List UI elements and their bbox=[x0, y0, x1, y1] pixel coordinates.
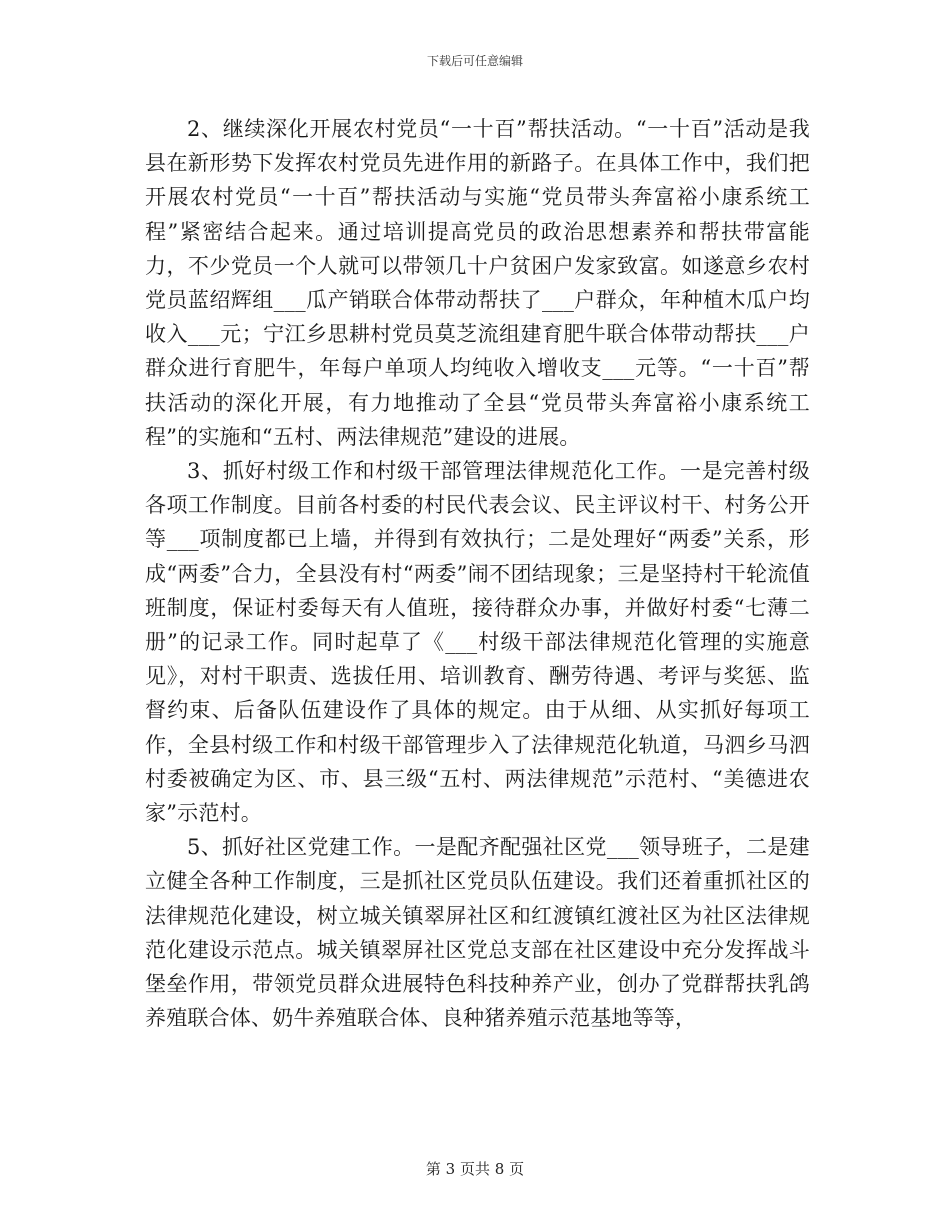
document-body bbox=[145, 112, 810, 1035]
page-header: 下载后可任意编辑 bbox=[426, 54, 523, 68]
paragraph-3: 3、抓好村级工作和村级干部管理法律规范化工作。一是完善村级各项工作制度。目前各村委的村民代表会议、民主评议村干、村务公开等___项制度都已上墙，并得到有效执行；二是处理好“两委”关系，形成“两委”合力，全县没有村“两委”闹不团结现象；三是坚持村干轮流值班制度，保证村委每天有人值班，接待群众办事，并做好村委“七薄二册”的记录工作。同时起草了《___村级干部法律规范化管理的实施意见》，对村干职责、选拔任用、培训教育、酬劳待遇、考评与奖惩、监督约束、后备队伍建设作了具体的规定。由于从细、从实抓好每项工作，全县村级工作和村级干部管理步入了法律规范化轨道，马泗乡马泗村委被确定为区、市、县三级“五村、两法律规范”示范村、“美德进农家”示范村。 bbox=[145, 459, 810, 826]
paragraph-5: 5、抓好社区党建工作。一是配齐配强社区党___领导班子，二是建立健全各种工作制度，三是抓社区党员队伍建设。我们还着重抓社区的法律规范化建设，树立城关镇翠屏社区和红渡镇红渡社区为社区法律规范化建设示范点。城关镇翠屏社区党总支部在社区建设中充分发挥战斗堡垒作用，带领党员群众进展特色科技种养产业，创办了党群帮扶乳鸽养殖联合体、奶牛养殖联合体、良种猪养殖示范基地等等， bbox=[145, 835, 810, 1031]
paragraph-2: 2、继续深化开展农村党员“一十百”帮扶活动。“一十百”活动是我县在新形势下发挥农村党员先进作用的新路子。在具体工作中，我们把开展农村党员“一十百”帮扶活动与实施“党员带头奔富裕小康系统工程”紧密结合起来。通过培训提高党员的政治思想素养和帮扶带富能力，不少党员一个人就可以带领几十户贫困户发家致富。如遂意乡农村党员蓝绍辉组___瓜产销联合体带动帮扶了___户群众，年种植木瓜户均收入___元；宁江乡思耕村党员莫芝流组建育肥牛联合体带动帮扶___户群众进行育肥牛，年每户单项人均纯收入增收支___元等。“一十百”帮扶活动的深化开展，有力地推动了全县“党员带头奔富裕小康系统工程”的实施和“五村、两法律规范”建设的进展。 bbox=[145, 117, 810, 449]
page-footer: 第 3 页共 8 页 bbox=[425, 1160, 525, 1178]
